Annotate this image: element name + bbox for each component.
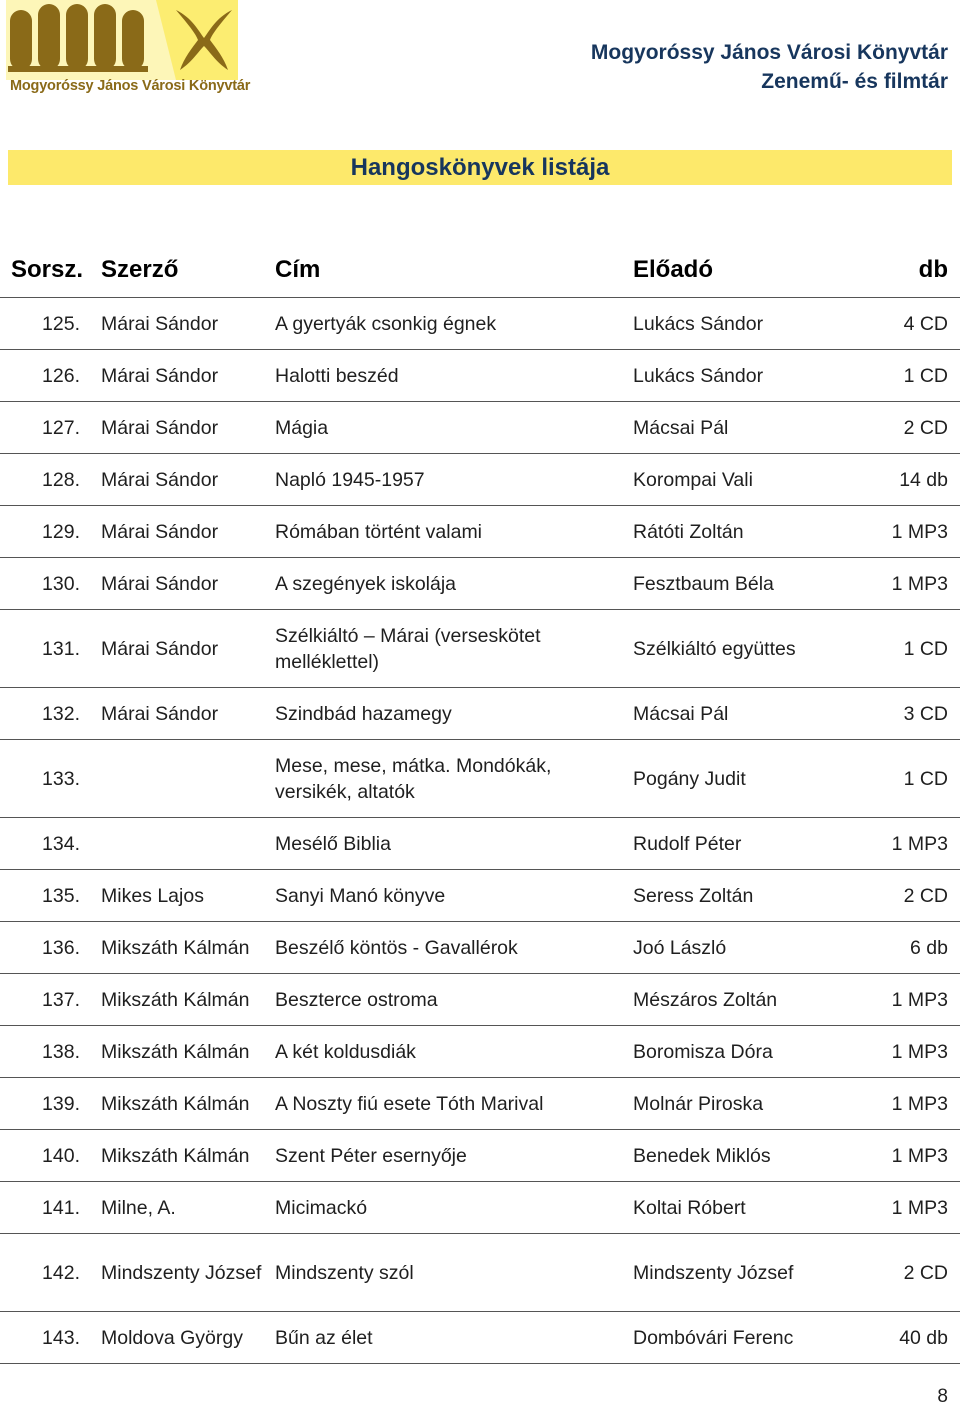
row-author: Mikszáth Kálmán: [101, 1092, 250, 1115]
row-author: Márai Sándor: [101, 312, 219, 335]
row-quantity: 1 MP3: [891, 988, 948, 1011]
row-title: A Noszty fiú esete Tóth Marival: [275, 1092, 544, 1115]
row-number: 132.: [42, 702, 80, 725]
table-row: [0, 558, 960, 610]
row-performer: Mindszenty József: [633, 1261, 794, 1284]
row-title: Mese, mese, mátka. Mondókák, versikék, altatók: [275, 754, 552, 803]
row-quantity: 6 db: [910, 936, 948, 959]
row-author: Márai Sándor: [101, 468, 219, 491]
row-title: Szindbád hazamegy: [275, 702, 452, 725]
page-number: 8: [937, 1386, 948, 1407]
row-title: Bűn az élet: [275, 1326, 373, 1349]
row-title: Napló 1945-1957: [275, 468, 425, 491]
row-quantity: 2 CD: [903, 884, 948, 907]
row-performer: Lukács Sándor: [633, 312, 764, 335]
row-performer: Mészáros Zoltán: [633, 988, 778, 1011]
row-quantity: 2 CD: [903, 416, 948, 439]
table-row: [0, 610, 960, 688]
row-author: Moldova György: [101, 1326, 243, 1349]
table-row: [0, 922, 960, 974]
row-number: 143.: [42, 1326, 80, 1349]
table-row: [0, 1182, 960, 1234]
table-body: [0, 298, 960, 1364]
header-quantity: db: [918, 255, 948, 283]
table-row: [0, 298, 960, 350]
row-author: Márai Sándor: [101, 572, 219, 595]
table-row: [0, 1026, 960, 1078]
header-title: Cím: [275, 255, 321, 283]
row-performer: Dombóvári Ferenc: [633, 1326, 794, 1349]
row-quantity: 1 MP3: [891, 1144, 948, 1167]
row-author: Mikes Lajos: [101, 884, 204, 907]
table-row: [0, 818, 960, 870]
row-performer: Seress Zoltán: [633, 884, 754, 907]
row-author: Márai Sándor: [101, 637, 219, 660]
table-row: [0, 688, 960, 740]
table-row: [0, 740, 960, 818]
row-title: Mesélő Biblia: [275, 832, 391, 855]
row-performer: Korompai Vali: [633, 468, 753, 491]
row-number: 125.: [42, 312, 80, 335]
row-title: A gyertyák csonkig égnek: [275, 312, 497, 335]
table-row: [0, 1078, 960, 1130]
row-performer: Molnár Piroska: [633, 1092, 764, 1115]
table-row: [0, 350, 960, 402]
row-number: 129.: [42, 520, 80, 543]
logo-text: Mogyoróssy János Városi Könyvtár: [10, 78, 251, 94]
row-performer: Mácsai Pál: [633, 702, 729, 725]
title-band: [8, 150, 952, 185]
row-number: 130.: [42, 572, 80, 595]
row-title: Szent Péter esernyője: [275, 1144, 467, 1167]
row-performer: Szélkiáltó együttes: [633, 637, 796, 660]
row-author: Mikszáth Kálmán: [101, 988, 250, 1011]
table-row: [0, 402, 960, 454]
row-quantity: 1 MP3: [891, 520, 948, 543]
row-number: 134.: [42, 832, 80, 855]
row-number: 136.: [42, 936, 80, 959]
row-number: 135.: [42, 884, 80, 907]
row-performer: Rátóti Zoltán: [633, 520, 744, 543]
row-number: 128.: [42, 468, 80, 491]
row-title: A szegények iskolája: [275, 572, 457, 595]
row-performer: Fesztbaum Béla: [633, 572, 774, 595]
row-title: Rómában történt valami: [275, 520, 483, 543]
table-row: [0, 1130, 960, 1182]
row-quantity: 1 CD: [903, 637, 948, 660]
row-quantity: 2 CD: [903, 1261, 948, 1284]
row-quantity: 1 CD: [903, 364, 948, 387]
row-quantity: 14 db: [899, 468, 948, 491]
row-performer: Pogány Judit: [633, 767, 746, 790]
table-row: [0, 974, 960, 1026]
row-performer: Joó László: [633, 936, 727, 959]
row-author: Milne, A.: [101, 1196, 176, 1219]
table-row: [0, 1234, 960, 1312]
row-performer: Lukács Sándor: [633, 364, 764, 387]
library-header: [591, 38, 948, 96]
row-number: 137.: [42, 988, 80, 1011]
row-author: Mikszáth Kálmán: [101, 936, 250, 959]
row-author: Mindszenty József: [101, 1261, 262, 1284]
row-number: 139.: [42, 1092, 80, 1115]
row-author: Márai Sándor: [101, 702, 219, 725]
row-author: Mikszáth Kálmán: [101, 1040, 250, 1063]
header-author: Szerző: [101, 255, 179, 283]
row-title: Mindszenty szól: [275, 1261, 414, 1284]
row-number: 141.: [42, 1196, 80, 1219]
table-row: [0, 870, 960, 922]
library-name: Mogyoróssy János Városi Könyvtár: [590, 41, 948, 64]
row-quantity: 1 CD: [903, 767, 948, 790]
row-performer: Koltai Róbert: [633, 1196, 746, 1219]
row-title: Beszélő köntös - Gavallérok: [275, 936, 518, 959]
row-title: Micimackó: [275, 1196, 368, 1219]
row-quantity: 40 db: [899, 1326, 948, 1349]
row-quantity: 1 MP3: [891, 572, 948, 595]
department-name: Zenemű- és filmtár: [761, 70, 948, 93]
row-number: 131.: [42, 637, 80, 660]
row-title: Halotti beszéd: [275, 364, 399, 387]
table-row: [0, 506, 960, 558]
row-author: Mikszáth Kálmán: [101, 1144, 250, 1167]
row-quantity: 4 CD: [903, 312, 948, 335]
logo-emblem-icon: [6, 0, 238, 80]
row-performer: Rudolf Péter: [633, 832, 742, 855]
row-number: 133.: [42, 767, 80, 790]
audiobook-table: [0, 242, 960, 1364]
row-quantity: 1 MP3: [891, 1196, 948, 1219]
page-title: Hangoskönyvek listája: [350, 153, 610, 181]
table-header-row: [0, 242, 960, 298]
row-performer: Benedek Miklós: [633, 1144, 771, 1167]
row-number: 127.: [42, 416, 80, 439]
row-number: 140.: [42, 1144, 80, 1167]
header-performer: Előadó: [633, 255, 714, 283]
row-number: 138.: [42, 1040, 80, 1063]
row-number: 142.: [42, 1261, 80, 1284]
row-quantity: 1 MP3: [891, 1040, 948, 1063]
row-title: Mágia: [275, 416, 329, 439]
row-title: Sanyi Manó könyve: [275, 884, 446, 907]
row-quantity: 3 CD: [903, 702, 948, 725]
header-number: Sorsz.: [11, 255, 84, 283]
row-title: Szélkiáltó – Márai (verseskötet melléklettel): [275, 624, 541, 673]
row-quantity: 1 MP3: [891, 832, 948, 855]
row-quantity: 1 MP3: [891, 1092, 948, 1115]
row-title: Beszterce ostroma: [275, 988, 438, 1011]
row-author: Márai Sándor: [101, 416, 219, 439]
row-author: Márai Sándor: [101, 364, 219, 387]
row-number: 126.: [42, 364, 80, 387]
row-title: A két koldusdiák: [275, 1040, 416, 1063]
row-performer: Mácsai Pál: [633, 416, 729, 439]
row-author: Márai Sándor: [101, 520, 219, 543]
table-row: [0, 454, 960, 506]
table-row: [0, 1312, 960, 1364]
library-logo: [6, 0, 251, 102]
row-performer: Boromisza Dóra: [633, 1040, 773, 1063]
